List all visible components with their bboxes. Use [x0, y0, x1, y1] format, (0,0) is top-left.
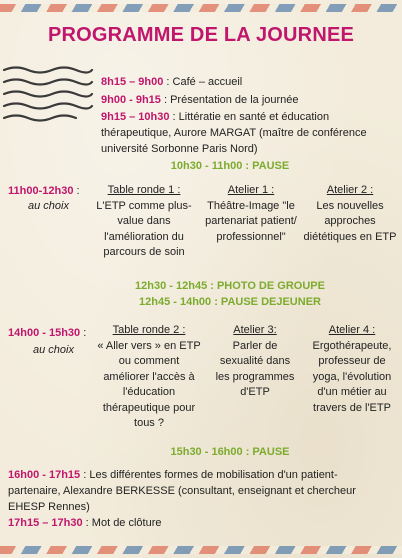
time-label: 11h00-12h30 [8, 185, 74, 197]
separator: : [160, 94, 171, 106]
separator: : [163, 76, 173, 88]
session-1-col [298, 183, 402, 245]
session-2-col [302, 323, 402, 416]
schedule-item [101, 75, 242, 90]
col-line: yoga, l'évolution [312, 370, 392, 383]
schedule-item [8, 468, 338, 483]
col-line: l'éducation [122, 386, 176, 398]
col-heading: Table ronde 1 : [107, 184, 181, 196]
col-line: l'amélioration du [104, 230, 184, 243]
col-line: thérapeutique pour [102, 401, 196, 414]
session-2-time [8, 326, 86, 341]
time-label: 8h15 – 9h00 [101, 76, 164, 88]
session-2-col [92, 323, 206, 432]
col-line: d'un métier au [317, 386, 387, 398]
schedule-item [8, 516, 162, 531]
col-line: travers de l'ETP [313, 401, 391, 414]
col-line: « Aller vers » en ETP [97, 339, 201, 352]
session-1-note: au choix [28, 200, 69, 212]
item-text: Café – accueil [172, 76, 243, 88]
col-line: Théâtre-Image "le [207, 199, 295, 212]
session-1-col [92, 183, 196, 261]
col-line: diététiques en ETP [303, 230, 397, 243]
item-text: Mot de clôture [91, 517, 162, 529]
col-line: approches [324, 215, 376, 227]
col-line: value dans [117, 215, 171, 227]
separator: : [169, 111, 179, 123]
item-text: Littératie en santé et éducation [178, 111, 330, 123]
col-line: professeur de [318, 355, 386, 367]
airmail-border-bottom [0, 546, 402, 554]
item-text: Les différentes formes de mobilisation d'un patient- [89, 469, 338, 481]
col-heading: Atelier 3: [233, 324, 277, 336]
time-label: 9h00 - 9h15 [101, 94, 161, 106]
col-heading: Table ronde 2 : [112, 324, 186, 336]
separator: : [80, 327, 87, 339]
item-text-cont: université Sorbonne Paris Nord) [101, 143, 258, 155]
col-line: Parler de [232, 339, 278, 352]
col-line: Les nouvelles [316, 199, 384, 212]
col-line: Ergothérapeute, [312, 339, 392, 352]
photo-slot: 12h30 - 12h45 : PHOTO DE GROUPE [135, 280, 325, 292]
col-heading: Atelier 1 : [227, 184, 275, 196]
pause-1: 10h30 - 11h00 : PAUSE [170, 160, 290, 172]
session-1-col [196, 183, 306, 245]
col-line: tous ? [134, 417, 164, 429]
time-label: 17h15 – 17h30 [8, 517, 83, 529]
separator: : [82, 517, 92, 529]
col-heading: Atelier 4 : [328, 324, 376, 336]
col-line: professionnel" [216, 230, 286, 243]
schedule-item [101, 93, 299, 108]
item-text-cont: EHESP Rennes) [8, 501, 90, 513]
col-line: L'ETP comme plus- [96, 199, 192, 212]
col-line: parcours de soin [103, 246, 185, 258]
item-text: Présentation de la journée [170, 94, 299, 106]
col-line: ou comment [118, 355, 180, 367]
page-title: PROGRAMME DE LA JOURNEE [47, 24, 355, 46]
item-text-cont: thérapeutique, Aurore MARGAT (maître de conférence [101, 127, 367, 139]
item-text-cont: partenaire, Alexandre BERKESSE (consultant, enseignant et chercheur [8, 485, 356, 497]
session-2-note: au choix [33, 344, 74, 356]
col-line: les programmes [215, 370, 295, 383]
session-1-time [8, 184, 80, 199]
time-label: 9h15 – 10h30 [101, 111, 170, 123]
col-heading: Atelier 2 : [326, 184, 374, 196]
airmail-border-top [0, 4, 402, 12]
postmark-lines-icon [0, 64, 95, 134]
col-line: sexualité dans [219, 355, 291, 367]
time-label: 16h00 - 17h15 [8, 469, 81, 481]
pause-2: 15h30 - 16h00 : PAUSE [170, 446, 290, 458]
separator: : [73, 185, 80, 197]
col-line: d'ETP [240, 386, 270, 398]
time-label: 14h00 - 15h30 [8, 327, 81, 339]
lunch-slot: 12h45 - 14h00 : PAUSE DEJEUNER [139, 296, 321, 308]
schedule-item [101, 110, 329, 125]
col-line: partenariat patient/ [205, 215, 297, 227]
separator: : [80, 469, 90, 481]
col-line: améliorer l'accès à [103, 370, 195, 383]
session-2-col [206, 323, 304, 401]
